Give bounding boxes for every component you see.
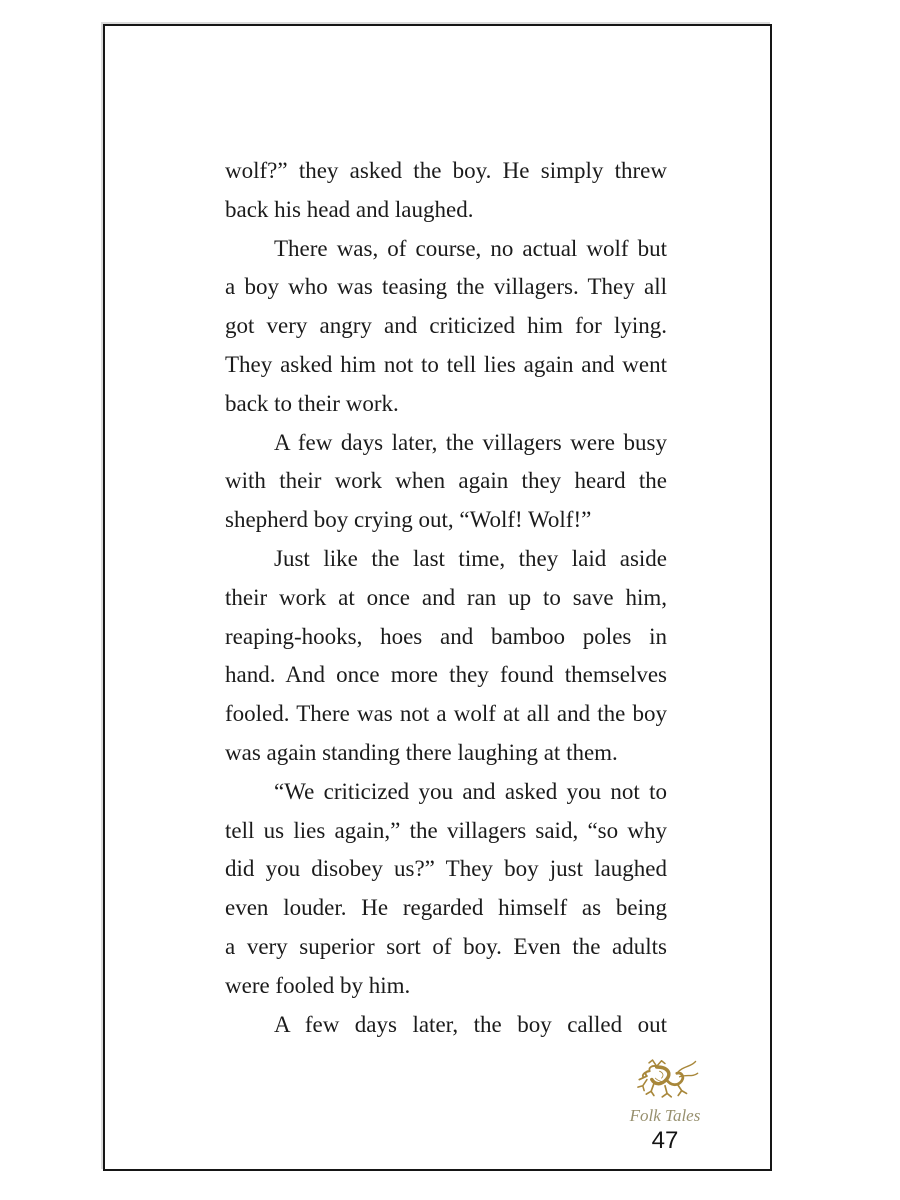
text-line: wolf?” they asked the boy. He simply threw [225,158,667,183]
text-line: reaping-hooks, hoes and bamboo poles in [225,623,667,649]
text-line: “We criticized you and asked you not to [274,778,667,804]
text-line: There was, of course, no actual wolf but [274,235,667,261]
text-line: hand. And once more they found themselves [225,662,667,688]
text-line: a boy who was teasing the villagers. They all [225,274,667,300]
series-title: Folk Tales [629,1106,701,1125]
text-line: were fooled by him. [225,972,411,998]
dragon-logo-icon [629,1058,701,1108]
text-line: tell us lies again,” the villagers said, “so why [225,817,667,843]
text-line: did you disobey us?” They boy just laughed [225,856,667,882]
text-line: their work at once and ran up to save him, [225,584,667,610]
text-line: A few days later, the boy called out [274,1011,667,1037]
text-line: a very superior sort of boy. Even the adults [225,933,667,959]
text-line: They asked him not to tell lies again and went [225,351,667,377]
text-line: Just like the last time, they laid aside [274,545,667,571]
text-line: back his head and laughed. [225,196,474,222]
text-line: got very angry and criticized him for lying. [225,313,667,339]
text-line: A few days later, the villagers were busy [274,429,667,455]
text-line: even louder. He regarded himself as being [225,895,667,921]
page-number: 47 [651,1127,679,1154]
text-line: with their work when again they heard the [225,468,667,494]
text-line: fooled. There was not a wolf at all and the boy [225,701,667,727]
text-line: shepherd boy crying out, “Wolf! Wolf!” [225,507,592,533]
page-border [103,24,772,1171]
text-line: was again standing there laughing at them. [225,739,618,765]
text-line: back to their work. [225,390,399,416]
story-text [225,152,667,1044]
